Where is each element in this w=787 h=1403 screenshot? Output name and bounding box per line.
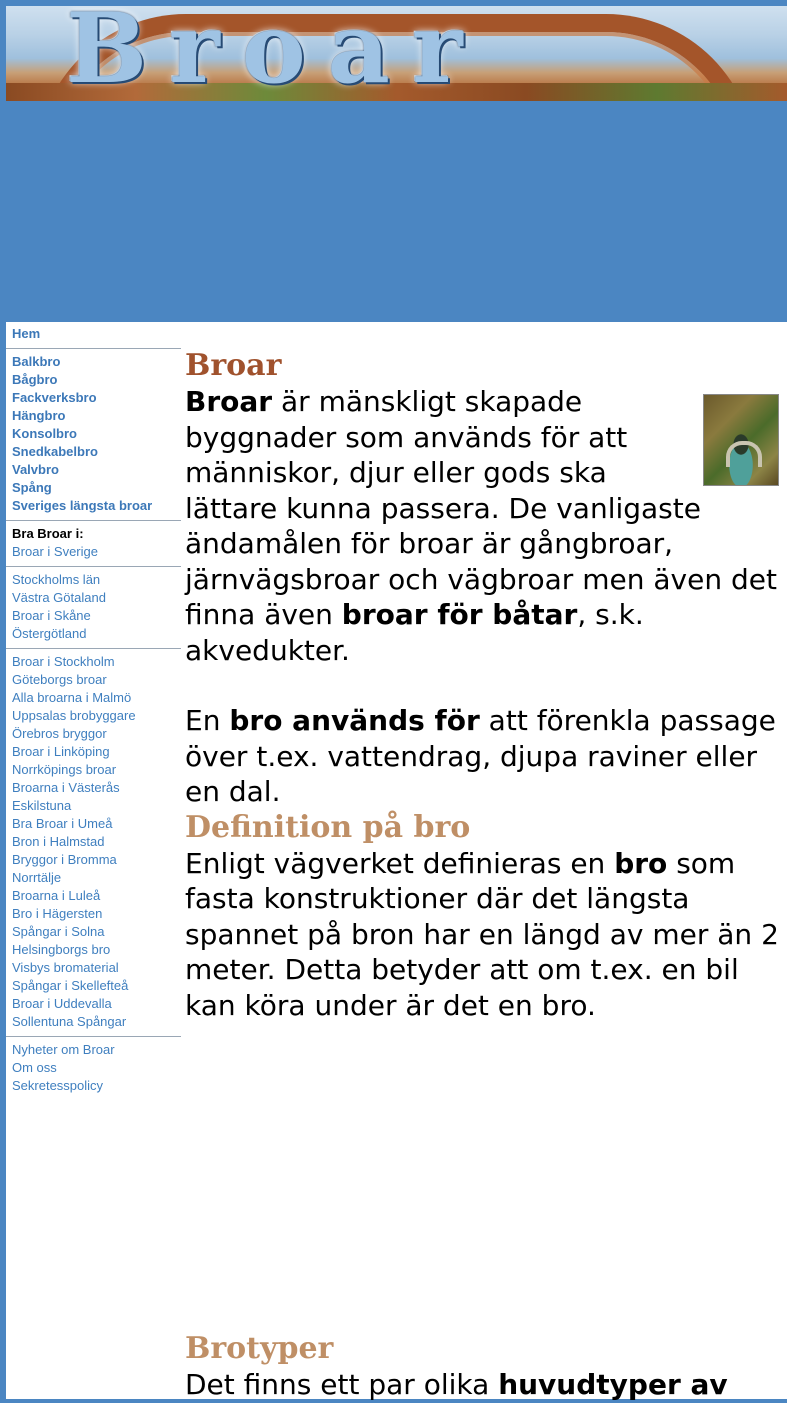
nav-link-longest-bridges[interactable]: Sveriges längsta broar bbox=[12, 498, 153, 513]
nav-link-city[interactable]: Broar i Linköping bbox=[12, 744, 110, 759]
nav-link-city[interactable]: Örebros bryggor bbox=[12, 726, 107, 741]
paragraph-brotyper bbox=[185, 1367, 785, 1403]
nav-link-city[interactable]: Bryggor i Bromma bbox=[12, 852, 117, 867]
nav-link-region[interactable]: Stockholms län bbox=[12, 572, 101, 587]
nav-link-city[interactable]: Uppsalas brobyggare bbox=[12, 708, 136, 723]
purpose-text: En bbox=[185, 704, 230, 737]
intro-bold-broar: Broar bbox=[185, 385, 273, 418]
nav-link-city[interactable]: Broarna i Västerås bbox=[12, 780, 120, 795]
bridge-thumbnail-image[interactable] bbox=[703, 394, 779, 486]
nav-link-sweden[interactable]: Broar i Sverige bbox=[12, 544, 98, 559]
page-body bbox=[6, 322, 787, 1399]
heading-broar: Broar bbox=[185, 348, 282, 383]
nav-link-city[interactable]: Bra Broar i Umeå bbox=[12, 816, 113, 831]
nav-link-region[interactable]: Broar i Skåne bbox=[12, 608, 91, 623]
empty-ad-space bbox=[185, 1023, 785, 1331]
banner-title: Broar bbox=[66, 6, 485, 101]
nav-link-bridge-type[interactable]: Balkbro bbox=[12, 354, 61, 369]
intro-bold-boats: broar för båtar bbox=[341, 598, 578, 631]
paragraph-definition bbox=[185, 846, 785, 1024]
nav-link-city[interactable]: Norrköpings broar bbox=[12, 762, 117, 777]
nav-group-regions bbox=[6, 567, 181, 649]
nav-link-home[interactable]: Hem bbox=[12, 326, 41, 341]
nav-link-city[interactable]: Eskilstuna bbox=[12, 798, 72, 813]
heading-definition: Definition på bro bbox=[185, 809, 471, 845]
nav-link-city[interactable]: Bro i Hägersten bbox=[12, 906, 103, 921]
heading-brotyper: Brotyper bbox=[185, 1331, 334, 1366]
paragraph-purpose bbox=[185, 703, 785, 810]
intro-text: är mänskligt skapade byggnader som används för att människor, djur eller gods ska lättare kunna passera. De vanligaste ändamålen för broar är gångbroar, järnvägsbroar och vägbroar men även det finna även bbox=[185, 385, 777, 631]
nav-link-bridge-type[interactable]: Snedkabelbro bbox=[12, 444, 98, 459]
nav-link-city[interactable]: Göteborgs broar bbox=[12, 672, 107, 687]
purpose-bold: bro används för bbox=[229, 704, 480, 737]
definition-text-end: som fasta konstruktioner där det längsta spannet på bron har en längd av mer än 2 meter. Detta betyder att om t.ex. en bil kan köra under är det en bro. bbox=[185, 846, 779, 1022]
nav-group-footer bbox=[6, 1037, 181, 1100]
brotyper-bold: huvudtyper av bbox=[498, 1368, 728, 1401]
nav-link-news[interactable]: Nyheter om Broar bbox=[12, 1042, 115, 1057]
nav-link-city[interactable]: Sollentuna Spångar bbox=[12, 1014, 127, 1029]
nav-link-about[interactable]: Om oss bbox=[12, 1060, 57, 1075]
nav-link-privacy[interactable]: Sekretesspolicy bbox=[12, 1078, 104, 1093]
nav-link-bridge-type[interactable]: Konsolbro bbox=[12, 426, 77, 441]
nav-link-city[interactable]: Visbys bromaterial bbox=[12, 960, 119, 975]
intro-text-end: , s.k. akvedukter. bbox=[185, 598, 644, 667]
nav-link-bridge-type[interactable]: Hängbro bbox=[12, 408, 66, 423]
nav-link-city[interactable]: Helsingborgs bro bbox=[12, 942, 111, 957]
paragraph-intro bbox=[185, 384, 785, 668]
brotyper-text: Det finns ett par olika bbox=[185, 1368, 499, 1401]
nav-group-cities bbox=[6, 649, 181, 1037]
purpose-text-end: att förenkla passage över t.ex. vattendrag, djupa raviner eller en dal. bbox=[185, 704, 776, 808]
nav-group-good-bridges bbox=[6, 521, 181, 567]
nav-link-city[interactable]: Broarna i Luleå bbox=[12, 888, 101, 903]
nav-link-city[interactable]: Spångar i Skellefteå bbox=[12, 978, 129, 993]
thumbnail-arch-graphic bbox=[726, 441, 762, 467]
nav-group-home bbox=[6, 322, 181, 349]
definition-bold-bro: bro bbox=[614, 846, 668, 880]
nav-link-bridge-type[interactable]: Spång bbox=[12, 480, 52, 495]
nav-link-bridge-type[interactable]: Fackverksbro bbox=[12, 390, 97, 405]
nav-link-city[interactable]: Alla broarna i Malmö bbox=[12, 690, 132, 705]
nav-link-city[interactable]: Spångar i Solna bbox=[12, 924, 105, 939]
nav-link-bridge-type[interactable]: Valvbro bbox=[12, 462, 59, 477]
nav-group-bridge-types bbox=[6, 349, 181, 521]
nav-link-bridge-type[interactable]: Bågbro bbox=[12, 372, 58, 387]
nav-link-city[interactable]: Bron i Halmstad bbox=[12, 834, 105, 849]
definition-text: Enligt vägverket definieras en bbox=[185, 846, 615, 880]
sidebar-nav bbox=[6, 322, 181, 1100]
nav-link-city[interactable]: Broar i Uddevalla bbox=[12, 996, 112, 1011]
nav-link-city[interactable]: Norrtälje bbox=[12, 870, 62, 885]
nav-link-city[interactable]: Broar i Stockholm bbox=[12, 654, 115, 669]
paragraph-spacer bbox=[185, 668, 785, 703]
main-content bbox=[185, 348, 785, 1403]
ad-area bbox=[0, 101, 787, 322]
nav-link-region[interactable]: Östergötland bbox=[12, 626, 87, 641]
site-banner[interactable] bbox=[6, 6, 787, 101]
nav-link-region[interactable]: Västra Götaland bbox=[12, 590, 106, 605]
nav-heading-good-bridges: Bra Broar i: bbox=[12, 526, 84, 541]
